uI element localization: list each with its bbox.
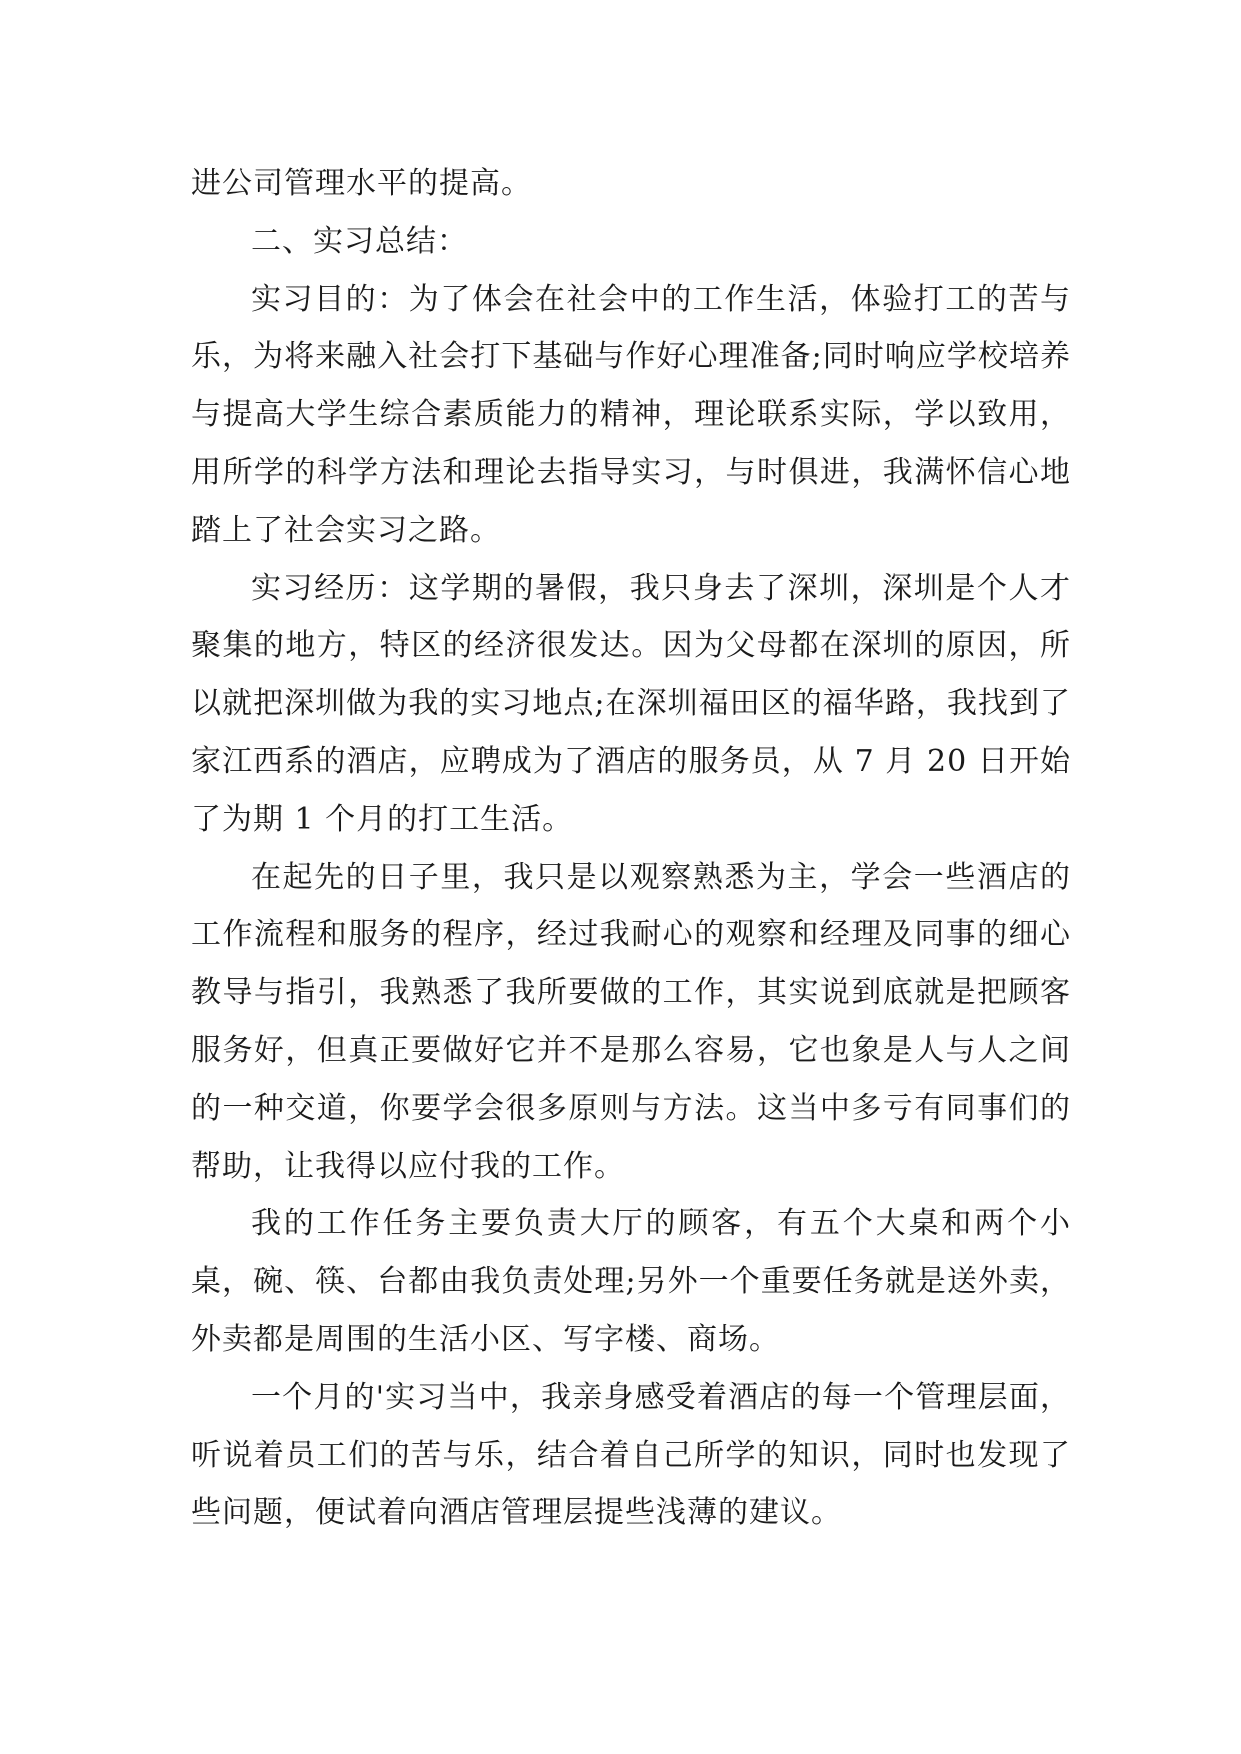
section-heading: 二、实习总结： bbox=[251, 223, 468, 259]
paragraph-purpose: 实习目的：为了体会在社会中的工作生活，体验打工的苦与乐，为将来融入社会打下基础与作好心理准备;同时响应学校培养与提高大学生综合素质能力的精神，理论联系实际，学以致用，用所学的科学方法和理论去指导实习，与时俱进，我满怀信心地踏上了社会实习之路。 bbox=[191, 281, 1071, 548]
body-text bbox=[191, 155, 1071, 1542]
paragraph-early-days: 在起先的日子里，我只是以观察熟悉为主，学会一些酒店的工作流程和服务的程序，经过我耐心的观察和经理及同事的细心教导与指引，我熟悉了我所要做的工作，其实说到底就是把顾客服务好，但真正要做好它并不是那么容易，它也象是人与人之间的一种交道，你要学会很多原则与方法。这当中多亏有同事们的帮助，让我得以应付我的工作。 bbox=[191, 859, 1071, 1184]
paragraph-reflection: 一个月的'实习当中，我亲身感受着酒店的每一个管理层面，听说着员工们的苦与乐，结合着自己所学的知识，同时也发现了些问题，便试着向酒店管理层提些浅薄的建议。 bbox=[191, 1379, 1071, 1531]
paragraph-tasks: 我的工作任务主要负责大厅的顾客，有五个大桌和两个小桌，碗、筷、台都由我负责处理;另外一个重要任务就是送外卖，外卖都是周围的生活小区、写字楼、商场。 bbox=[191, 1206, 1071, 1357]
paragraph-experience: 实习经历：这学期的暑假，我只身去了深圳，深圳是个人才聚集的地方，特区的经济很发达。因为父母都在深圳的原因，所以就把深圳做为我的实习地点;在深圳福田区的福华路，我找到了家江西系的酒店，应聘成为了酒店的服务员，从 7 月 20 日开始了为期 1 个月的打工生活。 bbox=[191, 570, 1071, 837]
paragraph-continuation: 进公司管理水平的提高。 bbox=[191, 166, 532, 201]
